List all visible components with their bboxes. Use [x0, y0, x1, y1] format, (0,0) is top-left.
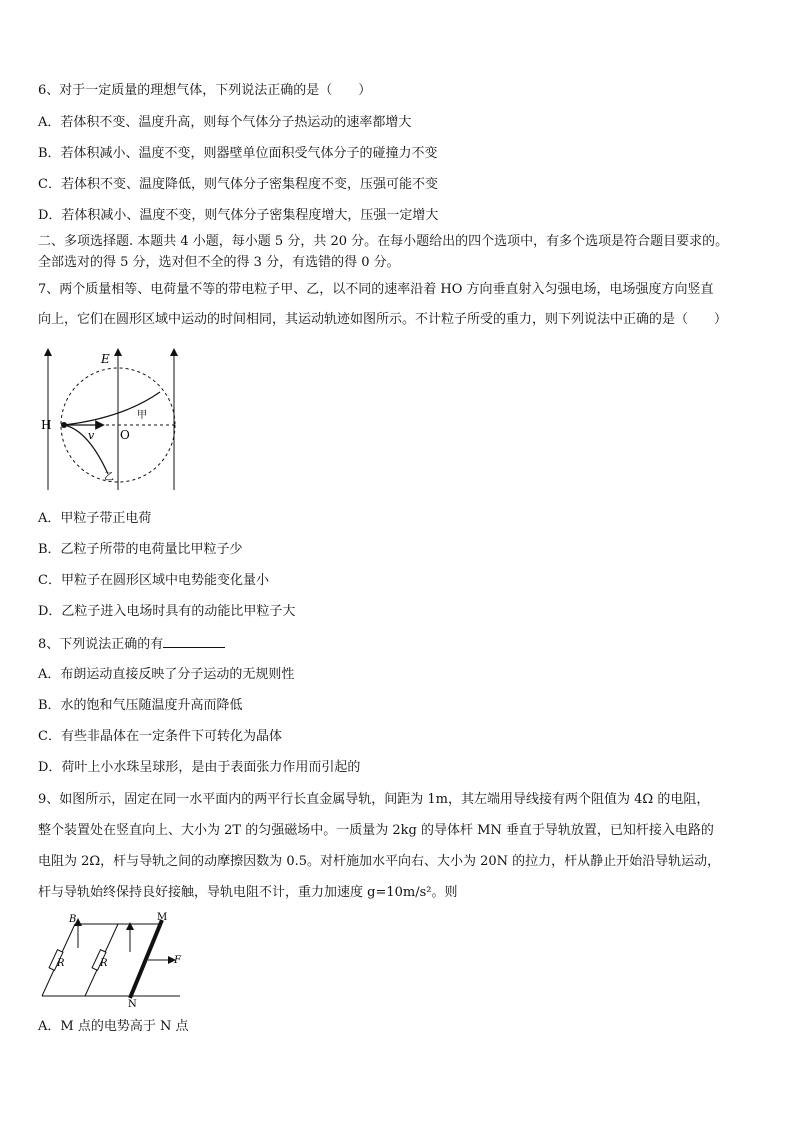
q6-option-a: A．若体积不变、温度升高，则每个气体分子热运动的速率都增大	[38, 115, 412, 130]
label-e: E	[101, 352, 110, 366]
label-o: O	[120, 428, 130, 442]
q9-stem-line1: 9、如图所示，固定在同一水平面内的两平行长直金属导轨，间距为 1m，其左端用导线接有两个阻值为 4Ω 的电阻，	[38, 792, 710, 807]
q7-option-c: C．甲粒子在圆形区域中电势能变化量小	[38, 573, 269, 588]
label-n: N	[128, 999, 137, 1008]
q7-stem-line2: 向上，它们在圆形区域中运动的时间相同，其运动轨迹如图所示。不计粒子所受的重力，则下列说法中正确的是（ ）	[38, 312, 728, 327]
q8-stem: 8、下列说法正确的有	[38, 637, 164, 652]
q9-rail-diagram	[40, 912, 186, 1008]
section2-instructions-line2: 全部选对的得 5 分，选对但不全的得 3 分，有选错的得 0 分。	[38, 255, 400, 270]
q7-stem-line1: 7、两个质量相等、电荷量不等的带电粒子甲、乙，以不同的速率沿着 HO 方向垂直射入匀强电场，电场强度方向竖直	[38, 282, 714, 297]
q8-option-d: D．荷叶上小水珠呈球形，是由于表面张力作用而引起的	[38, 760, 361, 775]
label-b: B	[69, 914, 77, 925]
q6-option-c: C．若体积不变、温度降低，则气体分子密集程度不变，压强可能不变	[38, 177, 438, 192]
section2-instructions-line1: 二、多项选择题. 本题共 4 小题，每小题 5 分，共 20 分。在每小题给出的四个选项中，有多个选项是符合题目要求的。	[38, 234, 729, 249]
label-r1: R	[57, 958, 65, 969]
q9-stem-line3: 电阻为 2Ω，杆与导轨之间的动摩擦因数为 0.5。对杆施加水平向右、大小为 20N 的拉力，杆从静止开始沿导轨运动，	[38, 854, 721, 869]
q6-option-d: D．若体积减小、温度不变，则气体分子密集程度增大，压强一定增大	[38, 208, 439, 223]
label-f: F	[174, 955, 181, 966]
q6-option-b: B．若体积减小、温度不变，则器壁单位面积受气体分子的碰撞力不变	[38, 146, 438, 161]
q8-stem-row	[38, 635, 225, 654]
q9-option-a: A．M 点的电势高于 N 点	[38, 1019, 189, 1034]
q7-field-diagram	[38, 348, 198, 496]
q8-option-b: B．水的饱和气压随温度升高而降低	[38, 698, 243, 713]
q8-answer-blank	[163, 635, 225, 648]
q9-stem-line4: 杆与导轨始终保持良好接触，导轨电阻不计，重力加速度 g=10m/s²。则	[38, 885, 458, 900]
q7-option-a: A．甲粒子带正电荷	[38, 511, 152, 526]
q9-stem-line2: 整个装置处在竖直向上、大小为 2T 的匀强磁场中。一质量为 2kg 的导体杆 MN 垂直于导轨放置，已知杆接入电路的	[38, 823, 714, 838]
label-yi: 乙	[104, 472, 114, 483]
label-h: H	[41, 418, 52, 432]
label-v: v	[88, 429, 95, 442]
label-jia: 甲	[137, 410, 147, 421]
trajectory-yi	[64, 425, 108, 474]
q8-option-a: A．布朗运动直接反映了分子运动的无规则性	[38, 667, 295, 682]
label-m: M	[157, 912, 168, 923]
q7-option-b: B．乙粒子所带的电荷量比甲粒子少	[38, 542, 243, 557]
rod-mn	[130, 920, 162, 998]
q7-option-d: D．乙粒子进入电场时具有的动能比甲粒子大	[38, 604, 296, 619]
label-r2: R	[100, 958, 108, 969]
q6-stem: 6、对于一定质量的理想气体，下列说法正确的是（ ）	[38, 83, 372, 98]
q8-option-c: C．有些非晶体在一定条件下可转化为晶体	[38, 729, 282, 744]
